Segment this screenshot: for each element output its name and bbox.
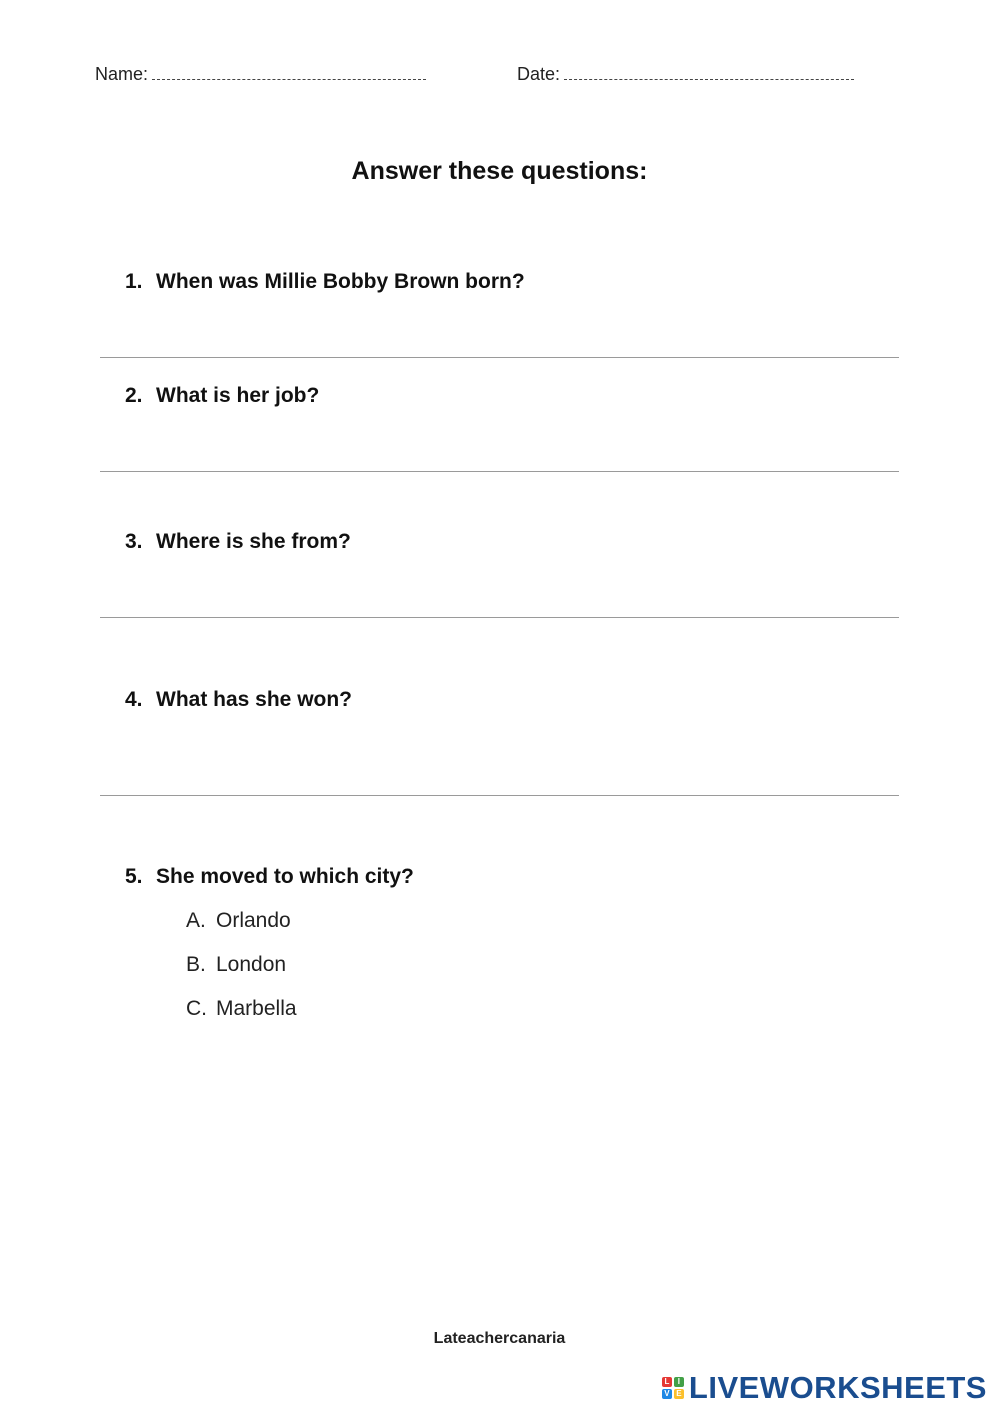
option-text: Orlando [216,909,291,932]
option-letter: C. [186,997,207,1020]
question-text: She moved to which city? [156,865,414,888]
page-title: Answer these questions: [351,157,648,185]
logo-square-v: V [662,1389,672,1399]
question-text: When was Millie Bobby Brown born? [156,270,525,293]
question-1 [125,270,525,294]
question-text: What has she won? [156,688,353,711]
option-text: London [216,953,287,976]
question-5 [125,865,414,889]
question-number: 3. [125,530,143,553]
option-a[interactable] [186,909,291,933]
brand-name: LIVEWORKSHEETS [688,1370,987,1405]
question-number: 2. [125,384,143,407]
option-b[interactable] [186,953,286,977]
answer-line-2[interactable] [100,471,899,472]
question-3 [125,530,351,554]
liveworksheets-logo-icon [661,1376,685,1400]
question-text: What is her job? [156,384,320,407]
logo-square-e: E [674,1389,684,1399]
answer-line-1[interactable] [100,357,899,358]
logo-square-i: I [674,1377,684,1387]
question-2 [125,384,319,408]
answer-line-3[interactable] [100,617,899,618]
date-label: Date: [517,64,561,84]
liveworksheets-brand[interactable] [661,1370,987,1406]
question-text: Where is she from? [156,530,351,553]
option-c[interactable] [186,997,297,1021]
question-4 [125,688,352,712]
question-number: 5. [125,865,143,888]
question-number: 4. [125,688,143,711]
question-number: 1. [125,270,143,293]
logo-square-l: L [662,1377,672,1387]
option-text: Marbella [216,997,297,1020]
name-blank[interactable] [152,77,426,80]
option-letter: B. [186,953,206,976]
date-field[interactable] [517,64,854,85]
answer-line-4[interactable] [100,795,899,796]
author-credit: Lateachercanaria [433,1330,566,1347]
date-blank[interactable] [564,77,854,80]
name-field[interactable] [95,64,426,85]
option-letter: A. [186,909,206,932]
name-label: Name: [95,64,149,84]
